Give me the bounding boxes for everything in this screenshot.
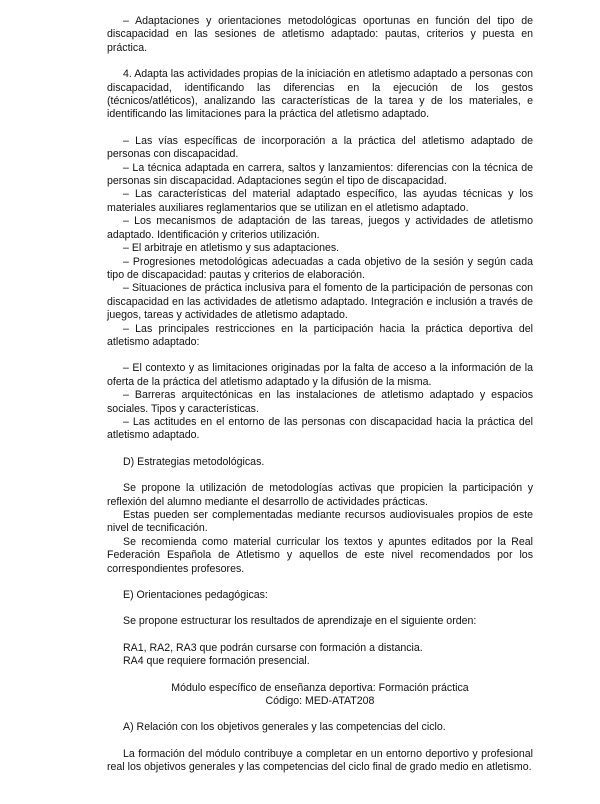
- section-d-body: [107, 482, 533, 576]
- content-item: – Adaptaciones y orientaciones metodológicas oportunas en función del tipo de discapacidad en las sesiones de atletismo adaptado: pautas, criterios y puesta en práctica.: [107, 15, 533, 54]
- section-e-heading: E) Orientaciones pedagógicas:: [123, 589, 268, 602]
- content-item: – El arbitraje en atletismo y sus adaptaciones.: [123, 242, 340, 255]
- content-item: – La técnica adaptada en carrera, saltos y lanzamientos: diferencias con la técnica de personas sin discapacidad. Adaptaciones según el tipo de discapacidad.: [107, 161, 533, 188]
- section-d-paragraph: Estas pueden ser complementadas mediante recursos audiovisuales propios de este nivel de tecnificación.: [107, 509, 533, 535]
- section-e-list: [107, 642, 533, 669]
- content-item: – Situaciones de práctica inclusiva para el fomento de la participación de personas con discapacidad en las actividades de atletismo adaptado. Integración e inclusión a través de juegos, tareas y actividades de atletismo adaptado.: [107, 282, 533, 322]
- content-item: – El contexto y as limitaciones originadas por la falta de acceso a la información de la oferta de la práctica del atletismo adaptado y la difusión de la misma.: [107, 362, 533, 388]
- content-item: – Los mecanismos de adaptación de las tareas, juegos y actividades de atletismo adaptado. Identificación y criterios utilización.: [107, 215, 533, 241]
- content-list-1: [107, 135, 533, 350]
- section-e-intro: Se propone estructurar los resultados de aprendizaje en el siguiente orden:: [123, 615, 477, 628]
- content-list-2: [107, 362, 533, 442]
- module-title-block: [107, 682, 533, 709]
- section-d-heading: D) Estrategias metodológicas.: [123, 455, 265, 468]
- section-a-paragraph: La formación del módulo contribuye a completar en un entorno deportivo y profesional real los objetivos generales y las competencias del ciclo final de grado medio en atletismo.: [107, 747, 533, 774]
- section-a-heading: A) Relación con los objetivos generales y las competencias del ciclo.: [123, 721, 446, 734]
- content-item: – Las características del material adaptado específico, las ayudas técnicas y los materiales auxiliares reglamentarios que se utilizan en el atletismo adaptado.: [107, 188, 533, 214]
- content-item: – Las vías específicas de incorporación a la práctica del atletismo adaptado de personas con discapacidad.: [107, 134, 533, 161]
- section-d-paragraph: Se recomienda como material curricular los textos y apuntes editados por la Real Federación Española de Atletismo y aquellos de este nivel recomendados por los correspondientes profesores.: [107, 535, 533, 575]
- content-item: – Las principales restricciones en la participación hacia la práctica deportiva del atletismo adaptado:: [107, 322, 533, 348]
- criterion-4: 4. Adapta las actividades propias de la iniciación en atletismo adaptado a personas con discapacidad, identificando las diferencias en la ejecución de los gestos (técnicos/atléticos), analizando las características de la tarea y de los materiales, e identificando las limitaciones para la práctica del atletismo adaptado.: [107, 68, 533, 121]
- module-title: Módulo específico de enseñanza deportiva: Formación práctica: [171, 681, 469, 694]
- content-item: – Las actitudes en el entorno de las personas con discapacidad hacia la práctica del atletismo adaptado.: [107, 415, 533, 442]
- content-item: – Barreras arquitectónicas en las instalaciones de atletismo adaptado y espacios sociales. Tipos y características.: [107, 389, 533, 415]
- section-d-paragraph: Se propone la utilización de metodologías activas que propicien la participación y reflexión del alumno mediante el desarrollo de actividades prácticas.: [107, 482, 533, 508]
- module-code: Código: MED-ATAT208: [265, 695, 375, 708]
- section-e-item: RA4 que requiere formación presencial.: [123, 655, 310, 668]
- content-item: – Progresiones metodológicas adecuadas a cada objetivo de la sesión y según cada tipo de discapacidad: pautas y criterios de elaboración.: [107, 255, 533, 281]
- section-e-item: RA1, RA2, RA3 que podrán cursarse con formación a distancia.: [123, 641, 423, 654]
